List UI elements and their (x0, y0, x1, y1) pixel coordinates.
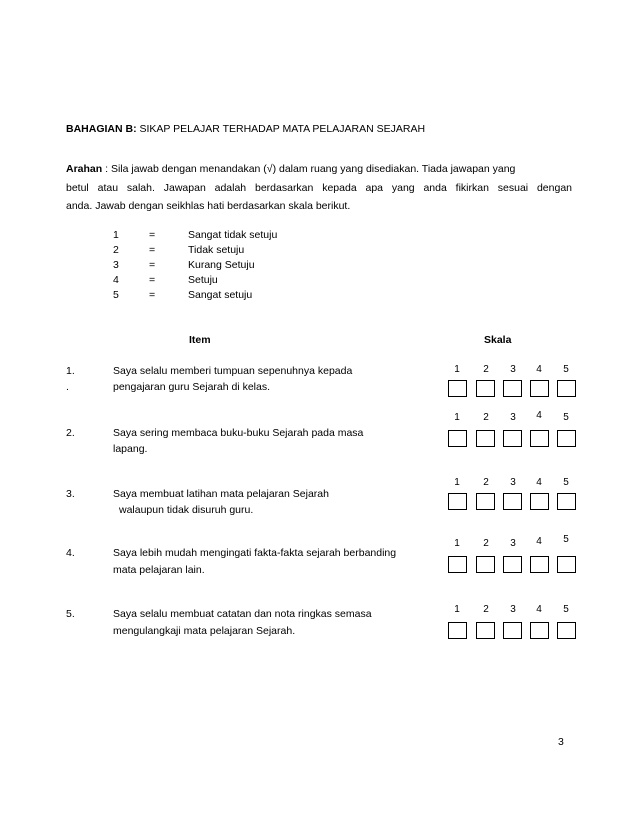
item-number: 3. (66, 488, 75, 500)
scale-number: 2 (483, 412, 489, 423)
answer-checkbox-3[interactable] (503, 622, 522, 639)
scale-number: 5 (563, 412, 569, 423)
instruction-line-1 (66, 163, 515, 175)
legend-text: Sangat tidak setuju (188, 229, 278, 241)
answer-checkbox-2[interactable] (476, 380, 495, 397)
item-number: 1. (66, 365, 75, 377)
answer-checkbox-4[interactable] (530, 556, 549, 573)
item-text-line-2: mata pelajaran lain. (113, 564, 205, 576)
legend-equals: = (149, 274, 156, 286)
scale-number: 1 (454, 538, 460, 549)
answer-checkbox-5[interactable] (557, 380, 576, 397)
scale-number: 3 (510, 604, 516, 615)
scale-number: 2 (483, 364, 489, 375)
answer-checkbox-3[interactable] (503, 556, 522, 573)
item-text-line-1: Saya selalu membuat catatan dan nota ringkas semasa (113, 608, 372, 620)
item-number-sub: . (66, 381, 69, 393)
scale-number: 5 (563, 604, 569, 615)
answer-checkbox-4[interactable] (530, 622, 549, 639)
scale-number: 1 (454, 477, 460, 488)
legend-number: 1 (113, 229, 119, 241)
scale-number: 2 (483, 477, 489, 488)
scale-number: 1 (454, 364, 460, 375)
answer-checkbox-3[interactable] (503, 380, 522, 397)
item-number: 5. (66, 608, 75, 620)
legend-text: Kurang Setuju (188, 259, 255, 271)
legend-equals: = (149, 244, 156, 256)
answer-checkbox-4[interactable] (530, 493, 549, 510)
scale-number: 3 (510, 538, 516, 549)
item-text-line-1: Saya selalu memberi tumpuan sepenuhnya kepada (113, 365, 353, 377)
legend-equals: = (149, 229, 156, 241)
page-number: 3 (558, 736, 564, 748)
scale-number: 2 (483, 604, 489, 615)
instruction-label: Arahan (66, 163, 103, 175)
instruction-line-2: betul atau salah. Jawapan adalah berdasarkan kepada apa yang anda fikirkan sesuai dengan (66, 182, 572, 194)
scale-header: Skala (484, 334, 512, 346)
scale-number: 1 (454, 604, 460, 615)
legend-equals: = (149, 259, 156, 271)
answer-checkbox-1[interactable] (448, 380, 467, 397)
section-label: BAHAGIAN B: (66, 123, 137, 135)
answer-checkbox-2[interactable] (476, 556, 495, 573)
instruction-line-3: anda. Jawab dengan seikhlas hati berdasarkan skala berikut. (66, 200, 351, 212)
scale-number: 5 (563, 364, 569, 375)
answer-checkbox-5[interactable] (557, 622, 576, 639)
item-text-line-2: mengulangkaji mata pelajaran Sejarah. (113, 625, 296, 637)
item-text-line-1: Saya sering membaca buku-buku Sejarah pada masa (113, 427, 364, 439)
answer-checkbox-2[interactable] (476, 430, 495, 447)
item-number: 4. (66, 547, 75, 559)
scale-number: 1 (454, 412, 460, 423)
answer-checkbox-5[interactable] (557, 493, 576, 510)
legend-number: 3 (113, 259, 119, 271)
legend-number: 5 (113, 289, 119, 301)
legend-number: 4 (113, 274, 119, 286)
scale-number: 2 (483, 538, 489, 549)
answer-checkbox-4[interactable] (530, 380, 549, 397)
scale-number: 3 (510, 412, 516, 423)
item-text-line-1: Saya membuat latihan mata pelajaran Sejarah (113, 488, 329, 500)
legend-text: Sangat setuju (188, 289, 253, 301)
answer-checkbox-1[interactable] (448, 556, 467, 573)
item-text-line-2: pengajaran guru Sejarah di kelas. (113, 381, 271, 393)
item-header: Item (189, 334, 211, 346)
section-title: SIKAP PELAJAR TERHADAP MATA PELAJARAN SEJARAH (139, 123, 426, 135)
scale-number: 3 (510, 364, 516, 375)
answer-checkbox-2[interactable] (476, 622, 495, 639)
legend-number: 2 (113, 244, 119, 256)
legend-text: Tidak setuju (188, 244, 245, 256)
scale-number: 4 (536, 410, 542, 421)
scale-number: 4 (536, 536, 542, 547)
instruction-text-1: : Sila jawab dengan menandakan (√) dalam ruang yang disediakan. Tiada jawapan yang (105, 163, 516, 175)
answer-checkbox-3[interactable] (503, 493, 522, 510)
item-text-line-2: lapang. (113, 443, 148, 455)
item-text-line-2: walaupun tidak disuruh guru. (119, 504, 254, 516)
scale-number: 4 (536, 604, 542, 615)
answer-checkbox-5[interactable] (557, 430, 576, 447)
scale-number: 4 (536, 477, 542, 488)
scale-number: 4 (536, 364, 542, 375)
answer-checkbox-1[interactable] (448, 622, 467, 639)
answer-checkbox-3[interactable] (503, 430, 522, 447)
answer-checkbox-1[interactable] (448, 430, 467, 447)
item-text-line-1: Saya lebih mudah mengingati fakta-fakta sejarah berbanding (113, 547, 397, 559)
section-heading (66, 123, 425, 135)
scale-number: 5 (563, 534, 569, 545)
answer-checkbox-5[interactable] (557, 556, 576, 573)
legend-text: Setuju (188, 274, 218, 286)
scale-number: 3 (510, 477, 516, 488)
scale-number: 5 (563, 477, 569, 488)
answer-checkbox-4[interactable] (530, 430, 549, 447)
answer-checkbox-1[interactable] (448, 493, 467, 510)
answer-checkbox-2[interactable] (476, 493, 495, 510)
legend-equals: = (149, 289, 156, 301)
item-number: 2. (66, 427, 75, 439)
